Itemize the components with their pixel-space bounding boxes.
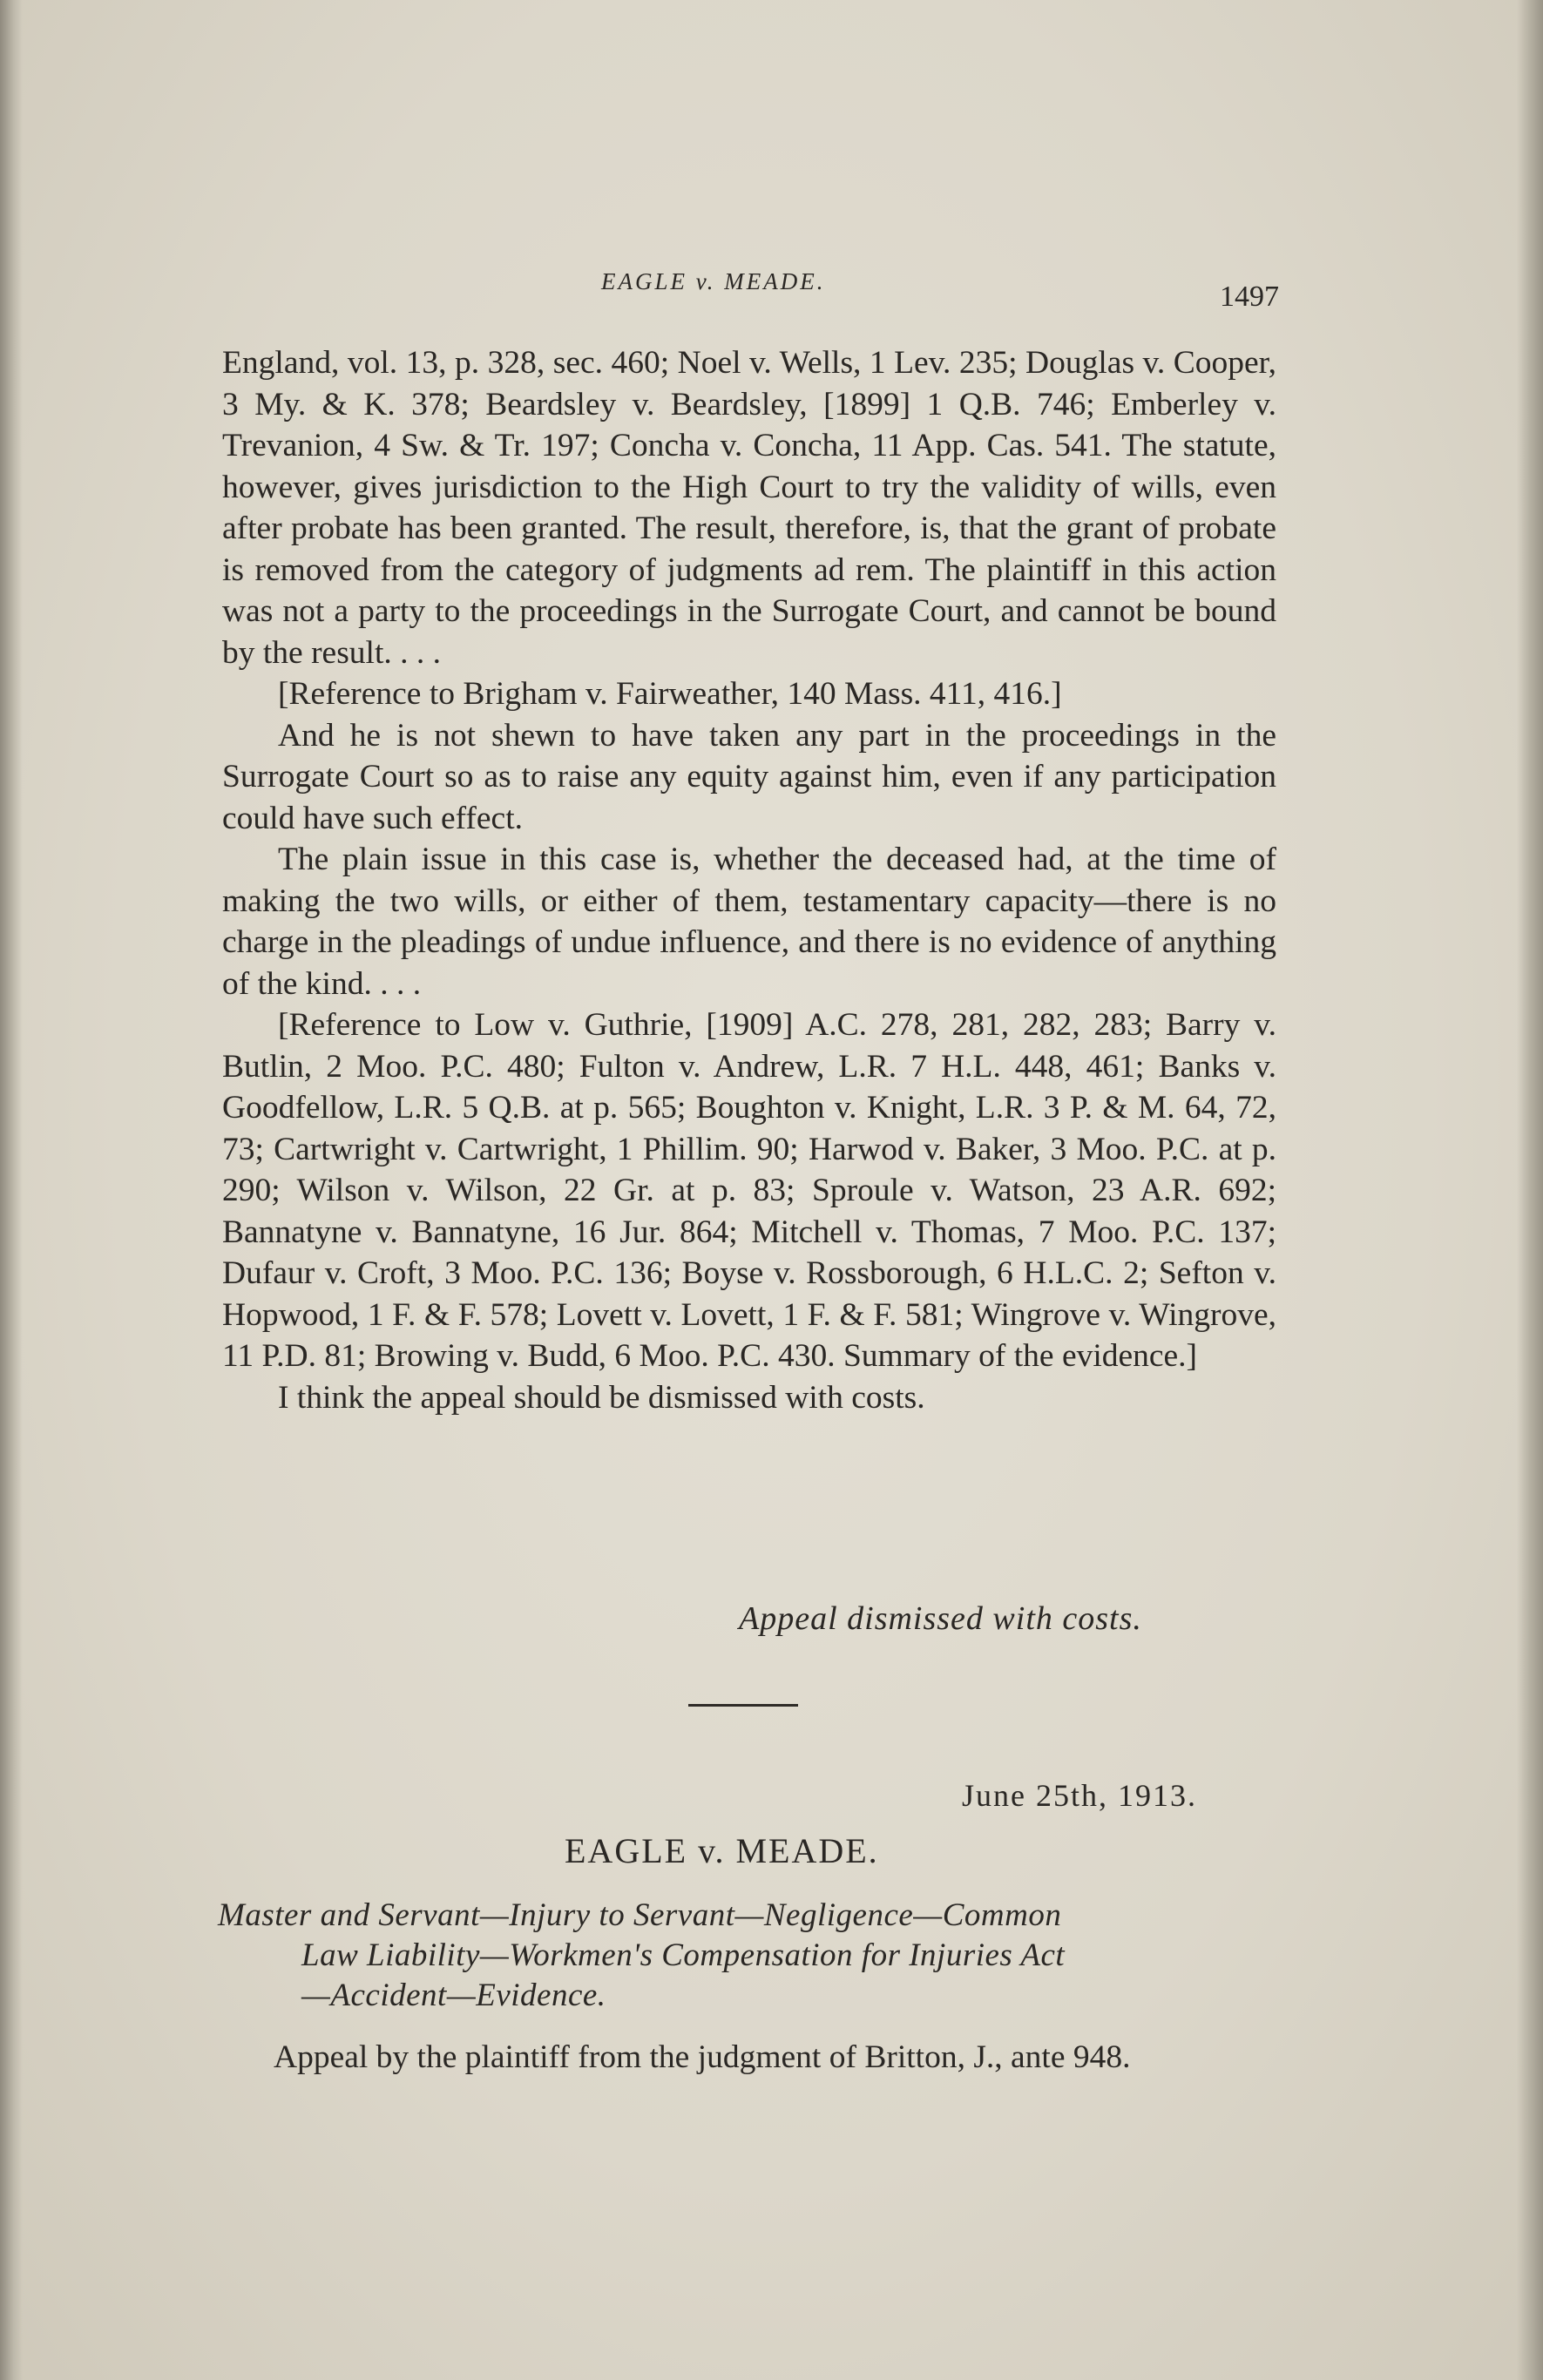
headnote <box>218 1896 1276 2016</box>
case-date: June 25th, 1913. <box>962 1778 1197 1813</box>
paragraph-citations: England, vol. 13, p. 328, sec. 460; Noel v. Wells, 1 Lev. 235; Douglas v. Cooper, 3 My. & K. 378; Beardsley v. Beardsley, [1899] 1 Q.B. 746; Emberley v. Trevanion, 4 Sw. & Tr. 197; Concha v. Concha, 11 App. Cas. 541. The statute, however, gives jurisdiction to the High Court to try the validity of wills, even after probate has been granted. The result, therefore, is, that the grant of probate is removed from the category of judgments ad rem. The plaintiff in this action was not a party to the proceedings in the Surrogate Court, and cannot be bound by the result. . . . <box>222 345 1276 671</box>
headnote-line: Law Liability—Workmen's Compensation for Injuries Act <box>301 1937 1066 1973</box>
paragraph-reference-brigham: [Reference to Brigham v. Fairweather, 140 Mass. 411, 416.] <box>278 676 1062 712</box>
headnote-line: —Accident—Evidence. <box>301 1978 606 2013</box>
page-number: 1497 <box>1220 281 1279 313</box>
disposition: Appeal dismissed with costs. <box>739 1600 1142 1637</box>
case-title: EAGLE v. MEADE. <box>565 1831 879 1870</box>
paragraph-reference-low: [Reference to Low v. Guthrie, [1909] A.C. 278, 281, 282, 283; Barry v. Butlin, 2 Moo. P.C. 480; Fulton v. Andrew, L.R. 7 H.L. 448, 461; Banks v. Goodfellow, L.R. 5 Q.B. at p. 565; Boughton v. Knight, L.R. 3 P. & M. 64, 72, 73; Cartwright v. Cartwright, 1 Phillim. 90; Harwod v. Baker, 3 Moo. P.C. at p. 290; Wilson v. Wilson, 22 Gr. at p. 83; Sproule v. Watson, 23 A.R. 692; Bannatyne v. Bannatyne, 16 Jur. 864; Mitchell v. Thomas, 7 Moo. P.C. 137; Dufaur v. Croft, 3 Moo. P.C. 136; Boyse v. Rossborough, 6 H.L.C. 2; Sefton v. Hopwood, 1 F. & F. 578; Lovett v. Lovett, 1 F. & F. 581; Wingrove v. Wingrove, 11 P.D. 81; Browing v. Budd, 6 Moo. P.C. 430. Summary of the evidence.] <box>222 1007 1276 1374</box>
running-title: EAGLE v. MEADE. <box>601 268 826 294</box>
paragraph-proceedings: And he is not shewn to have taken any part in the proceedings in the Surrogate Court so as to raise any equity against him, even if any participation could have such effect. <box>222 717 1276 836</box>
book-spine-shadow <box>0 0 23 2380</box>
appeal-statement: Appeal by the plaintiff from the judgment of Britton, J., ante 948. <box>274 2039 1131 2075</box>
page-edge-shadow <box>1517 0 1543 2380</box>
opinion-text <box>222 342 1276 1418</box>
paragraph-conclusion: I think the appeal should be dismissed with costs. <box>278 1379 925 1416</box>
running-header <box>218 265 1279 317</box>
section-divider <box>688 1704 798 1707</box>
headnote-line: Master and Servant—Injury to Servant—Negligence—Common <box>218 1897 1062 1933</box>
paragraph-plain-issue: The plain issue in this case is, whether the deceased had, at the time of making the two wills, or either of them, testamentary capacity—there is no charge in the pleadings of undue influence, and there is no evidence of anything of the kind. . . . <box>222 842 1276 1002</box>
